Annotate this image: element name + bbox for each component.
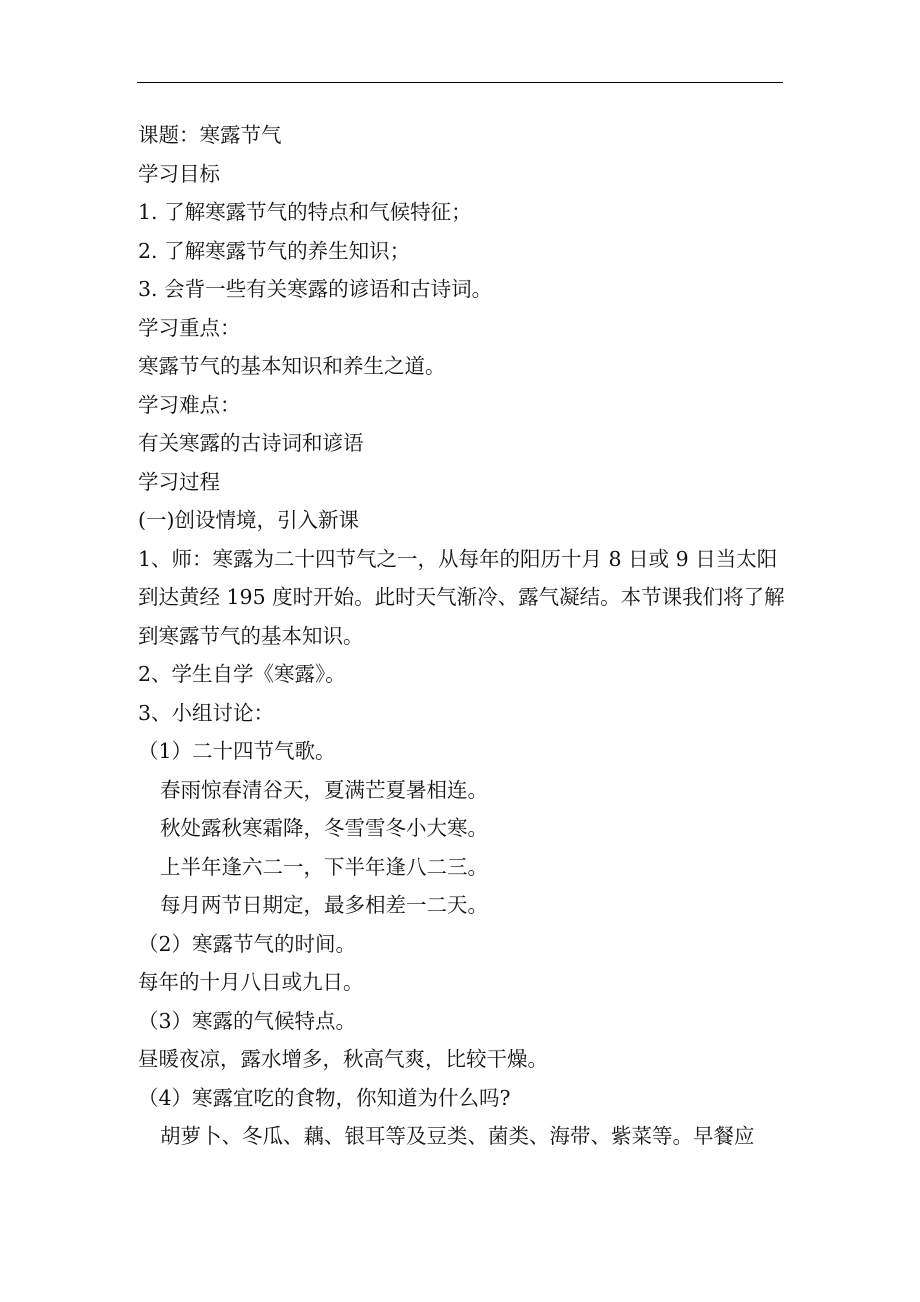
question-two: （2）寒露节气的时间。 bbox=[138, 931, 357, 956]
section-heading: (一)创设情境，引入新课 bbox=[138, 508, 359, 532]
answer-two: 每年的十月八日或九日。 bbox=[138, 970, 364, 994]
question-three: （3）寒露的气候特点。 bbox=[138, 1008, 357, 1033]
step-two: 2、学生自学《寒露》。 bbox=[138, 662, 346, 686]
answer-four: 胡萝卜、冬瓜、藕、银耳等及豆类、菌类、海带、紫菜等。早餐应 bbox=[160, 1124, 755, 1148]
question-one: （1）二十四节气歌。 bbox=[138, 739, 336, 763]
difficulty-text: 有关寒露的古诗词和谚语 bbox=[138, 431, 364, 455]
process-heading: 学习过程 bbox=[138, 469, 220, 494]
key-points-heading: 学习重点： bbox=[138, 315, 241, 340]
lesson-title: 课题：寒露节气 bbox=[138, 123, 282, 147]
step-three: 3、小组讨论： bbox=[138, 700, 275, 725]
document-body bbox=[138, 116, 788, 1156]
song-line: 上半年逢六二一，下半年逢八二三。 bbox=[160, 854, 488, 879]
song-line: 春雨惊春清谷天，夏满芒夏暑相连。 bbox=[160, 777, 488, 802]
question-four: （4）寒露宜吃的食物，你知道为什么吗? bbox=[138, 1085, 511, 1110]
objective-item: 2. 了解寒露节气的养生知识； bbox=[138, 238, 411, 263]
key-points-text: 寒露节气的基本知识和养生之道。 bbox=[138, 354, 446, 378]
header-rule bbox=[137, 82, 783, 83]
song-line: 每月两节日期定，最多相差一二天。 bbox=[160, 893, 488, 917]
answer-three: 昼暖夜凉，露水增多，秋高气爽，比较干燥。 bbox=[138, 1047, 548, 1071]
objectives-heading: 学习目标 bbox=[138, 161, 220, 186]
step-one-paragraph: 1、师：寒露为二十四节气之一，从每年的阳历十月 8 日或 9 日当太阳到达黄经 195 度时开始。此时天气渐冷、露气凝结。本节课我们将了解到寒露节气的基本知识。 bbox=[138, 546, 785, 648]
objective-item: 1. 了解寒露节气的特点和气候特征； bbox=[138, 200, 472, 224]
difficulty-heading: 学习难点： bbox=[138, 392, 241, 417]
song-line: 秋处露秋寒霜降，冬雪雪冬小大寒。 bbox=[160, 816, 488, 840]
objective-item: 3. 会背一些有关寒露的谚语和古诗词。 bbox=[138, 277, 493, 301]
